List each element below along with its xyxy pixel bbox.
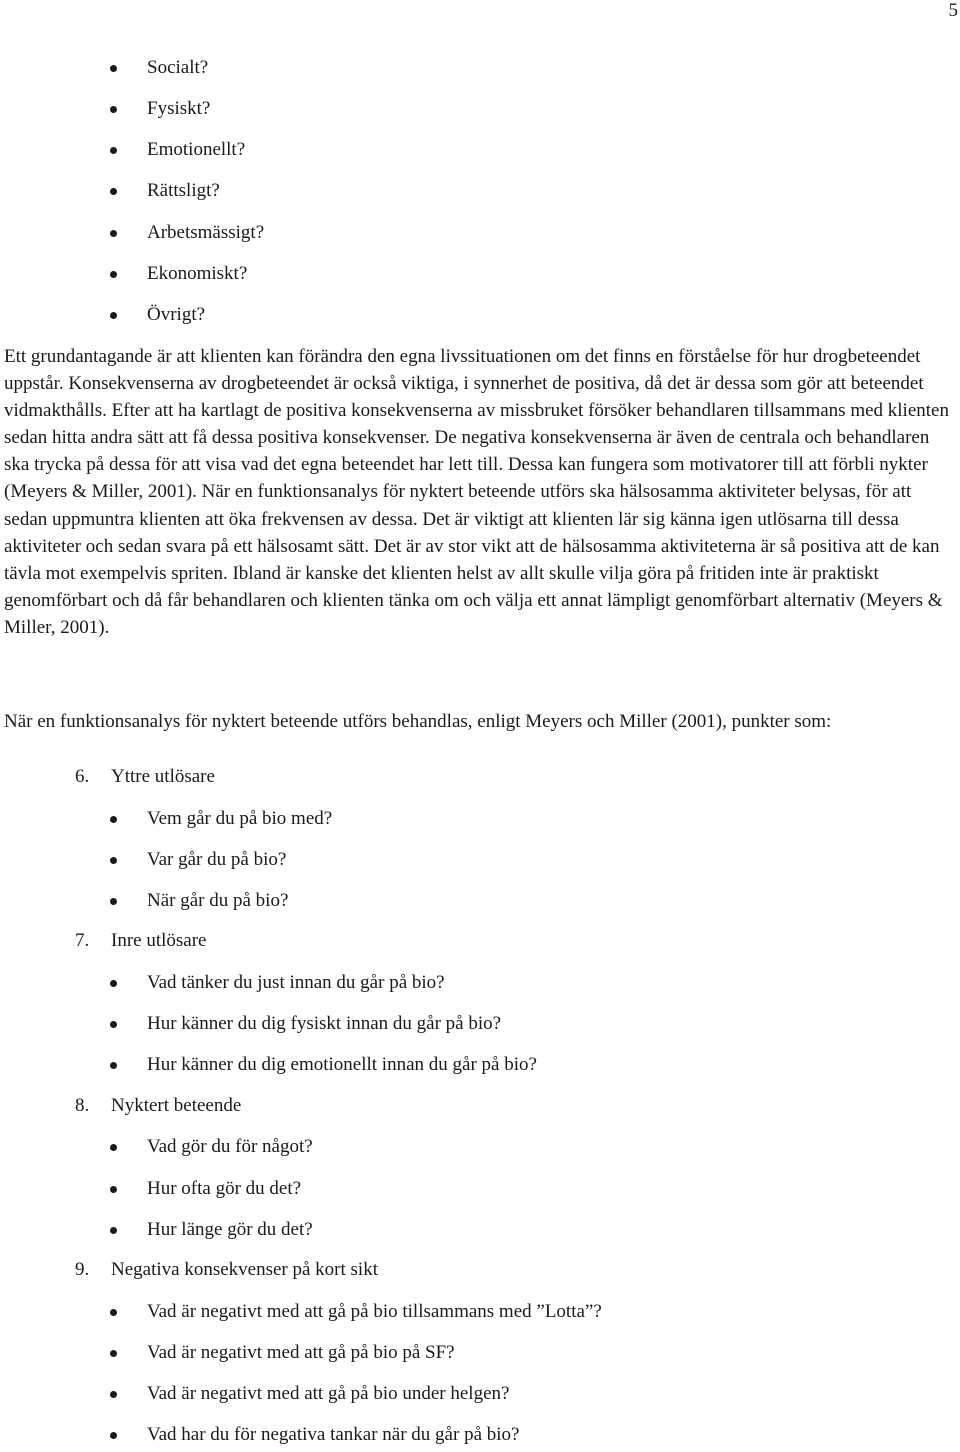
numbered-heading: [75, 765, 215, 789]
intro-paragraph: När en funktionsanalys för nyktert beteende utförs behandlas, enligt Meyers och Miller (2001), punkter som:: [4, 711, 832, 732]
numbered-heading: [75, 929, 206, 953]
list-item: Övrigt?: [147, 304, 206, 325]
list-item: Hur känner du dig fysiskt innan du går på bio?: [147, 1013, 502, 1034]
numbered-heading: [75, 1094, 241, 1118]
item-title: Yttre utlösare: [111, 766, 215, 787]
list-item: Hur länge gör du det?: [147, 1219, 313, 1240]
item-number: 8.: [75, 1095, 90, 1116]
item-number: 7.: [75, 930, 90, 951]
item-title: Negativa konsekvenser på kort sikt: [111, 1259, 378, 1280]
item-number: 9.: [75, 1259, 90, 1280]
list-item: Vad tänker du just innan du går på bio?: [147, 972, 445, 993]
list-item: När går du på bio?: [147, 890, 289, 911]
list-item: Fysiskt?: [147, 98, 211, 119]
body-paragraph: Ett grundantagande är att klienten kan förändra den egna livssituationen om det finns en förståelse för hur drogbeteendet uppstår. Konsekvenserna av drogbeteendet är också viktiga, i synnerhet de positiva, då det är dessa som gör att beteendet vidmakthålls. Efter att ha kartlagt de positiva konsekvenserna av missbruket försöker behandlaren tillsammans med klienten sedan hitta andra sätt att få dessa positiva konsekvenser. De negativa konsekvenserna är även de centrala och behandlaren ska trycka på dessa för att visa vad det egna beteendet har lett till. Dessa kan fungera som motivatorer till att förbli nykter (Meyers & Miller, 2001). När en funktionsanalys för nyktert beteende utförs ska hälsosamma aktiviteter belysas, för att sedan uppmuntra klienten att öka frekvensen av dessa. Det är viktigt att klienten lär sig känna igen utlösarna till dessa aktiviteter och sedan svara på ett hälsosamt sätt. Det är av stor vikt att de hälsosamma aktiviteterna är så positiva att de kan tävla mot exempelvis spriten. Ibland är kanske det klienten helst av allt skulle vilja göra på fritiden inte är praktiskt genomförbart och då får behandlaren och klienten tänka om och välja ett annat lämpligt genomförbart alternativ (Meyers & Miller, 2001).: [4, 346, 949, 638]
list-item: Socialt?: [147, 57, 209, 78]
page-number: 5: [948, 0, 958, 21]
numbered-heading: [75, 1258, 378, 1282]
list-item: Var går du på bio?: [147, 849, 287, 870]
list-item: Rättsligt?: [147, 180, 220, 201]
list-item: Vad är negativt med att gå på bio under helgen?: [147, 1383, 510, 1404]
list-item: Vad har du för negativa tankar när du går på bio?: [147, 1424, 520, 1445]
list-item: Ekonomiskt?: [147, 263, 248, 284]
item-title: Nyktert beteende: [111, 1095, 242, 1116]
list-item: Arbetsmässigt?: [147, 222, 265, 243]
list-item: Vad är negativt med att gå på bio tillsammans med ”Lotta”?: [147, 1301, 602, 1322]
item-title: Inre utlösare: [111, 930, 207, 951]
list-item: Vem går du på bio med?: [147, 808, 333, 829]
list-item: Hur känner du dig emotionellt innan du går på bio?: [147, 1054, 537, 1075]
list-item: Vad gör du för något?: [147, 1136, 313, 1157]
list-item: Vad är negativt med att gå på bio på SF?: [147, 1342, 455, 1363]
list-item: Hur ofta gör du det?: [147, 1178, 302, 1199]
item-number: 6.: [75, 766, 90, 787]
list-item: Emotionellt?: [147, 139, 246, 160]
